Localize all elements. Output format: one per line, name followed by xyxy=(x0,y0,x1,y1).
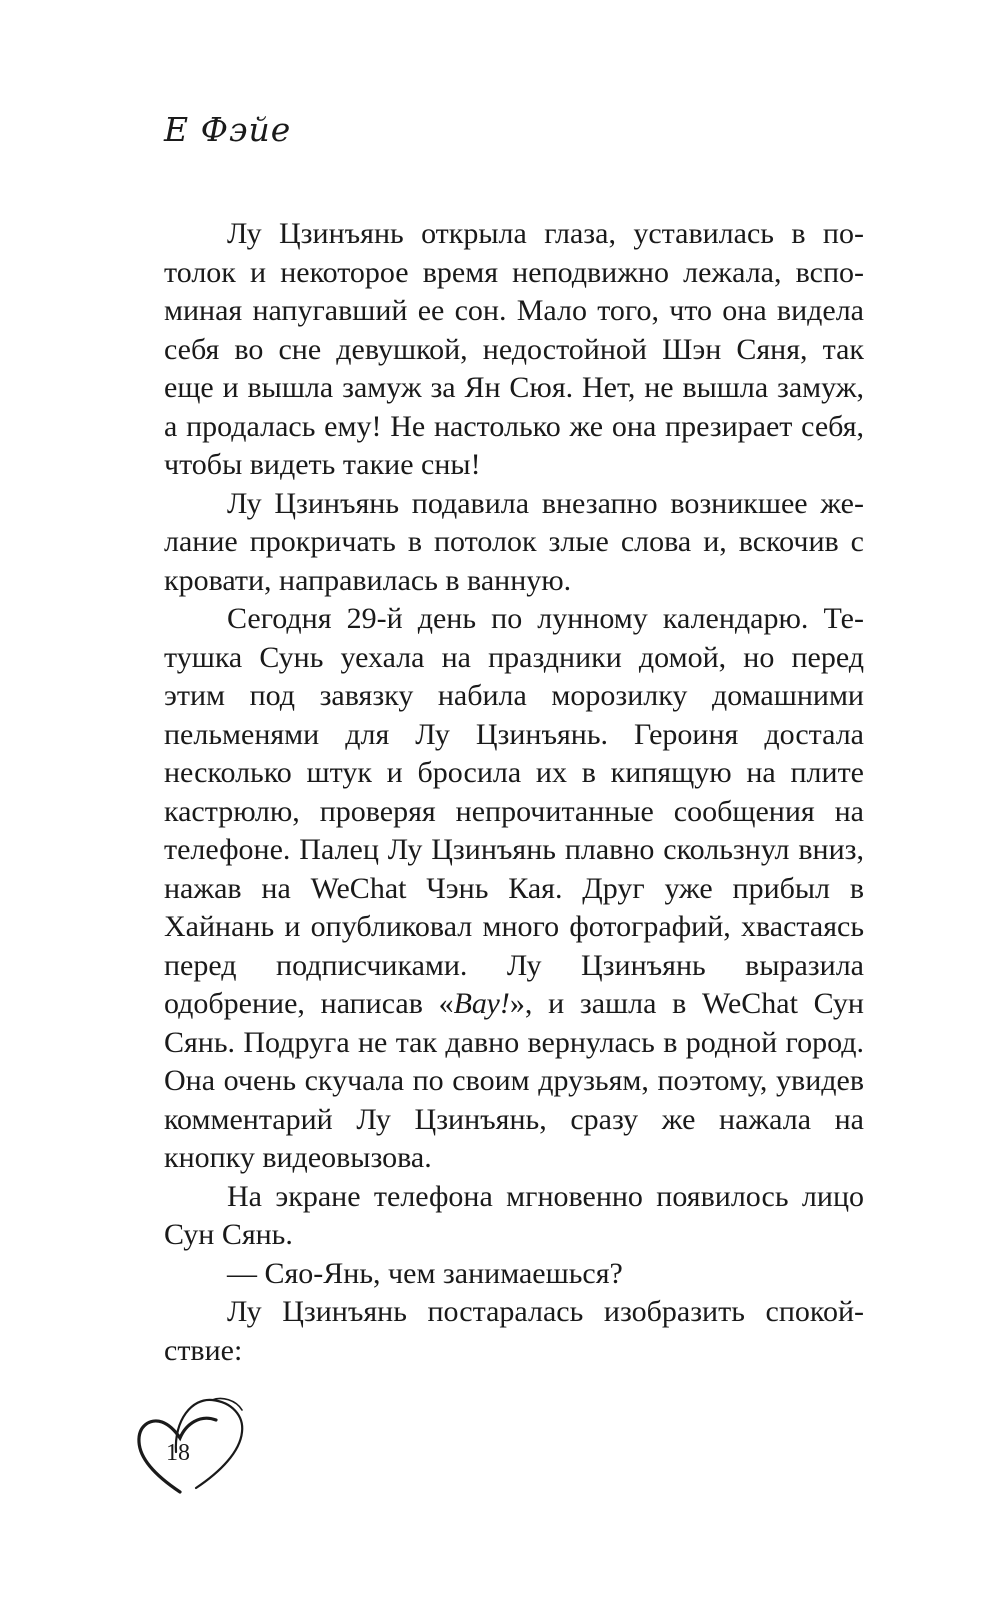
running-head-author: Е Фэйе xyxy=(164,110,292,149)
page-number: 18 xyxy=(166,1440,190,1466)
page-number-ornament xyxy=(136,1392,256,1502)
paragraph-3-emphasis: Вау! xyxy=(453,987,510,1020)
paragraph-5-dialogue: — Сяо-Янь, чем занимаешься? xyxy=(227,1256,623,1290)
paragraph-2: Лу Цзинъянь подавила внезапно возникшее желание прокричать в потолок злые слова и, вскочив с кровати, направилась в ванную. xyxy=(164,486,864,597)
paragraph-3-part-1: Сегодня 29-й день по лунному календарю. Тетушка Сунь уехала на праздники домой, но перед этим под завязку набила морозилку домашними пельменями для Лу Цзинъянь. Героиня достала несколько штук и бросила их в кипящую на плите кастрюлю, проверяя непрочитанные сообщения на телефоне. Палец Лу Цзинъянь плавно скользнул вниз, нажав на WeChat Чэнь Кая. Друг уже прибыл в Хайнань и опубликовал много фотографий, хвастаясь перед подписчиками. Лу Цзинъянь выразила одобрение, написав « xyxy=(164,602,864,1020)
paragraph-4: На экране телефона мгновенно появилось лицо Сун Сянь. xyxy=(164,1179,864,1251)
paragraph-3 xyxy=(164,600,864,1178)
paragraph-1: Лу Цзинъянь открыла глаза, уставилась в потолок и некоторое время неподвижно лежала, вспоминая напугавший ее сон. Мало того, что она видела себя во сне девушкой, недостойной Шэн Сяня, так еще и вышла замуж за Ян Сюя. Нет, не вышла замуж, а продалась ему! Не настолько же она презирает себя, чтобы видеть такие сны! xyxy=(164,217,864,481)
body-text xyxy=(164,215,864,1370)
paragraph-6: Лу Цзинъянь постаралась изобразить спокойствие: xyxy=(164,1295,864,1367)
paragraph-3-part-2: », и зашла в WeChat Сун Сянь. Подруга не так давно вернулась в родной город. Она очень скучала по своим друзьям, поэтому, увидев комментарий Лу Цзинъянь, сразу же нажала на кнопку видеовызова. xyxy=(164,987,864,1174)
